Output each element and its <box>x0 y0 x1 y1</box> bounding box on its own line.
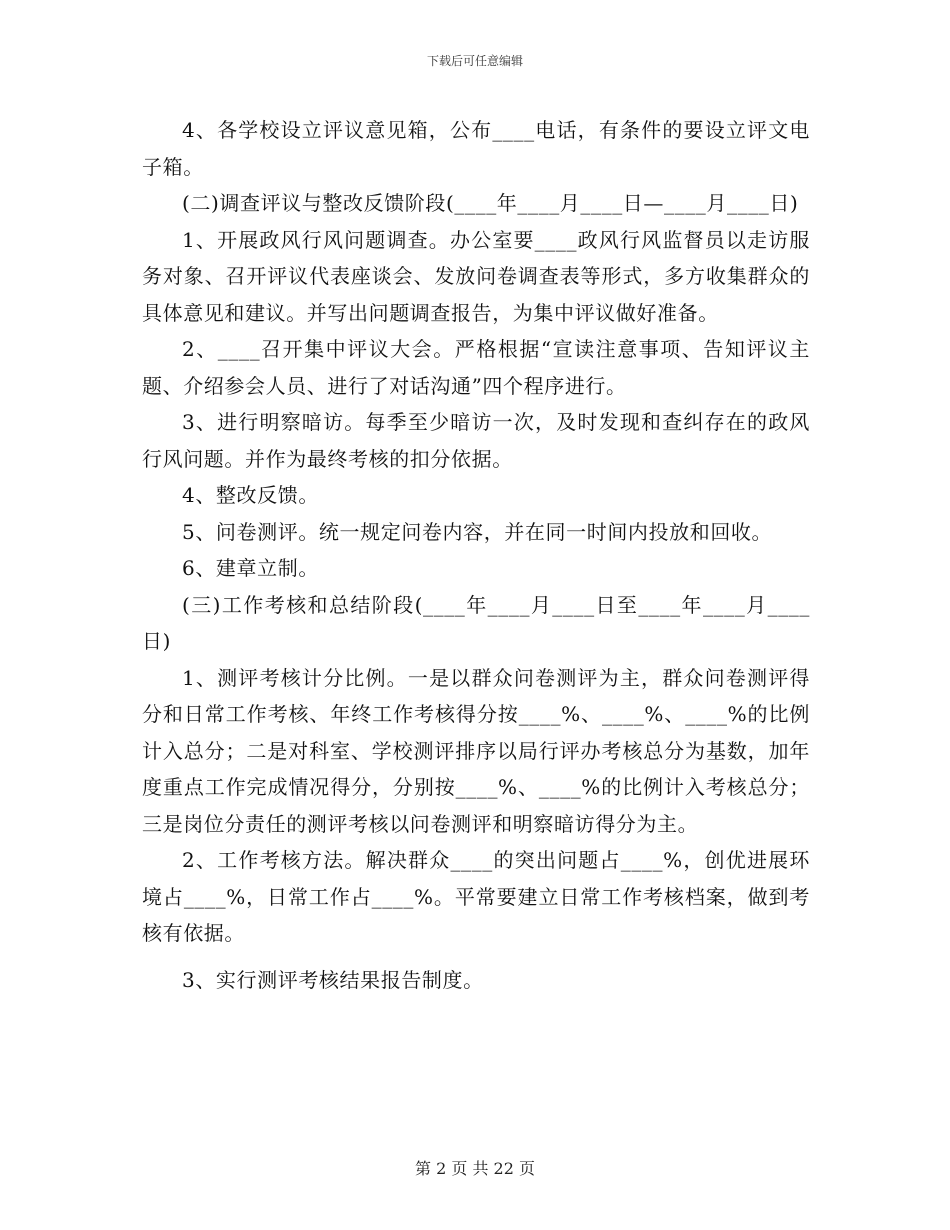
document-body <box>142 112 810 998</box>
page-header: 下载后可任意编辑 <box>426 54 523 68</box>
paragraph-item-1-scoring: 1、测评考核计分比例。一是以群众问卷测评为主，群众问卷测评得分和日常工作考核、年终工作考核得分按____%、____%、____%的比例计入总分；二是对科室、学校测评排序以局行评办考核总分为基数，加年度重点工作完成情况得分，分别按____%、____%的比例计入考核总分；三是岗位分责任的测评考核以问卷测评和明察暗访得分为主。 <box>142 665 810 836</box>
paragraph-item-3-inspection: 3、进行明察暗访。每季至少暗访一次，及时发现和查纠存在的政风行风问题。并作为最终考核的扣分依据。 <box>142 410 810 471</box>
paragraph-item-1-investigation: 1、开展政风行风问题调查。办公室要____政风行风监督员以走访服务对象、召开评议代表座谈会、发放问卷调查表等形式，多方收集群众的具体意见和建议。并写出问题调查报告，为集中评议做好准备。 <box>142 227 810 325</box>
page-number: 第 2 页 共 22 页 <box>415 1159 535 1178</box>
paragraph-item-2-review-meeting: 2、____召开集中评议大会。严格根据“宣读注意事项、告知评议主题、介绍参会人员、进行了对话沟通”四个程序进行。 <box>142 337 810 398</box>
paragraph-item-3-report-system: 3、实行测评考核结果报告制度。 <box>182 967 484 992</box>
paragraph-item-2-assessment-method: 2、工作考核方法。解决群众____的突出问题占____%，创优进展环境占____%，日常工作占____%。平常要建立日常工作考核档案，做到考核有依据。 <box>142 848 810 945</box>
section-heading-3: (三)工作考核和总结阶段(____年____月____日至____年____月____日) <box>142 592 810 653</box>
paragraph-item-5-survey: 5、问卷测评。统一规定问卷内容，并在同一时间内投放和回收。 <box>182 519 773 544</box>
section-heading-2: (二)调查评议与整改反馈阶段(____年____月____日—____月____日) <box>182 191 799 215</box>
paragraph-item-6-rules: 6、建章立制。 <box>182 556 319 580</box>
paragraph-item-4-suggestion-box: 4、各学校设立评议意见箱，公布____电话，有条件的要设立评文电子箱。 <box>142 118 810 179</box>
paragraph-item-4-feedback: 4、整改反馈。 <box>182 483 319 507</box>
